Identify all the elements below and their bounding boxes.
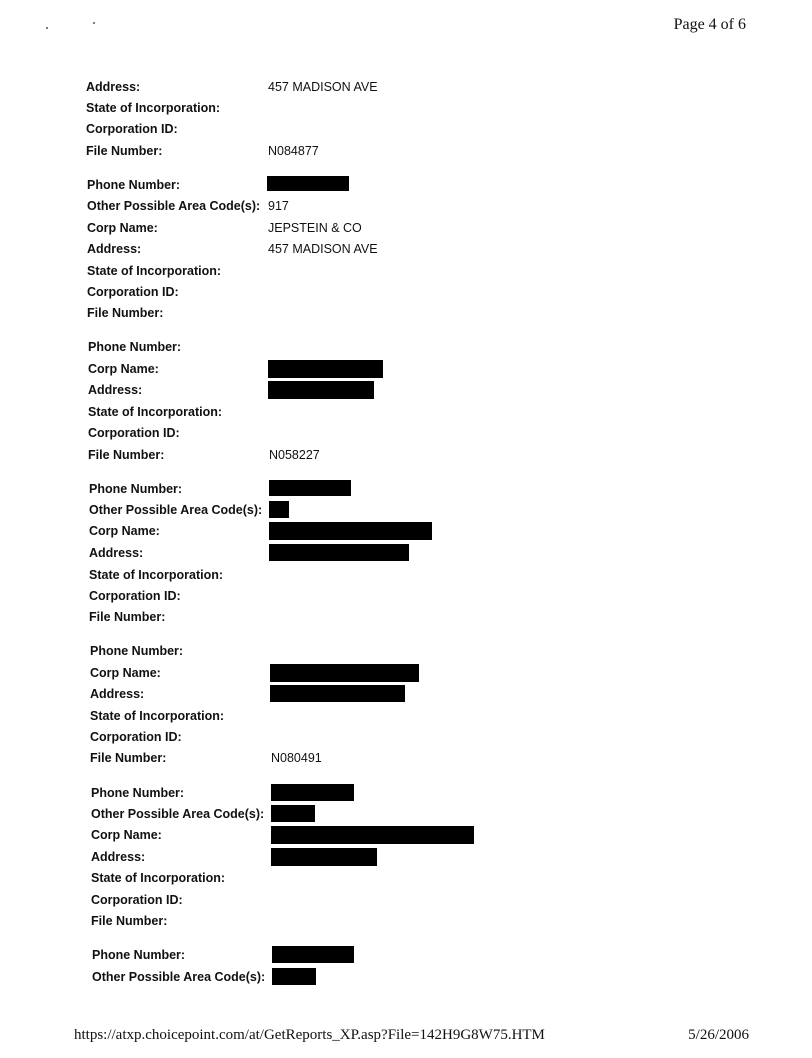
file-number-value: N080491 (271, 751, 322, 765)
corp-name-label: Corp Name: (89, 524, 160, 538)
footer-date: 5/26/2006 (688, 1027, 749, 1043)
address-label: Address: (86, 80, 141, 94)
file-number-label: File Number: (86, 144, 163, 158)
corp-name-label: Corp Name: (88, 362, 159, 376)
file-number-value: N058227 (269, 448, 320, 462)
phone-label: Phone Number: (87, 178, 181, 192)
redaction-box (269, 501, 289, 518)
corp-id-label: Corporation ID: (89, 589, 181, 603)
file-number-label: File Number: (91, 914, 168, 928)
redaction-box (272, 968, 316, 985)
phone-label: Phone Number: (92, 948, 186, 962)
other-area-label: Other Possible Area Code(s): (92, 970, 266, 984)
address-value: 457 MADISON AVE (268, 242, 378, 256)
footer-url: https://atxp.choicepoint.com/at/GetReports_XP.asp?File=142H9G8W75.HTM (74, 1027, 545, 1043)
file-number-label: File Number: (88, 448, 165, 462)
other-area-label: Other Possible Area Code(s): (91, 807, 265, 821)
corp-id-label: Corporation ID: (90, 730, 182, 744)
redaction-box (269, 544, 409, 561)
redaction-box (270, 664, 419, 682)
address-label: Address: (91, 850, 146, 864)
scan-speck (46, 27, 48, 29)
file-number-value: N084877 (268, 144, 319, 158)
address-label: Address: (88, 383, 143, 397)
redaction-box (267, 176, 349, 191)
scan-speck (93, 22, 95, 24)
other-area-label: Other Possible Area Code(s): (89, 503, 263, 517)
redaction-box (270, 685, 405, 702)
redaction-box (271, 826, 474, 844)
address-label: Address: (89, 546, 144, 560)
phone-label: Phone Number: (88, 340, 182, 354)
file-number-label: File Number: (87, 306, 164, 320)
state-label: State of Incorporation: (88, 405, 223, 419)
redaction-box (269, 480, 351, 496)
other-area-label: Other Possible Area Code(s): (87, 199, 261, 213)
corp-id-label: Corporation ID: (86, 122, 178, 136)
file-number-label: File Number: (89, 610, 166, 624)
corp-id-label: Corporation ID: (88, 426, 180, 440)
state-label: State of Incorporation: (87, 264, 222, 278)
corp-name-label: Corp Name: (90, 666, 161, 680)
redaction-box (272, 946, 354, 963)
redaction-box (269, 522, 432, 540)
corp-name-label: Corp Name: (87, 221, 158, 235)
page-number: Page 4 of 6 (673, 16, 746, 33)
phone-label: Phone Number: (91, 786, 185, 800)
state-label: State of Incorporation: (86, 101, 221, 115)
address-label: Address: (87, 242, 142, 256)
state-label: State of Incorporation: (90, 709, 225, 723)
redaction-box (268, 360, 383, 378)
phone-label: Phone Number: (89, 482, 183, 496)
address-label: Address: (90, 687, 145, 701)
state-label: State of Incorporation: (91, 871, 226, 885)
area-code-value: 917 (268, 199, 289, 213)
file-number-label: File Number: (90, 751, 167, 765)
redaction-box (271, 784, 354, 801)
state-label: State of Incorporation: (89, 568, 224, 582)
phone-label: Phone Number: (90, 644, 184, 658)
corp-id-label: Corporation ID: (91, 893, 183, 907)
redaction-box (271, 805, 315, 822)
corp-id-label: Corporation ID: (87, 285, 179, 299)
redaction-box (268, 381, 374, 399)
corp-name-value: JEPSTEIN & CO (268, 221, 362, 235)
address-value: 457 MADISON AVE (268, 80, 378, 94)
corp-name-label: Corp Name: (91, 828, 162, 842)
redaction-box (271, 848, 377, 866)
